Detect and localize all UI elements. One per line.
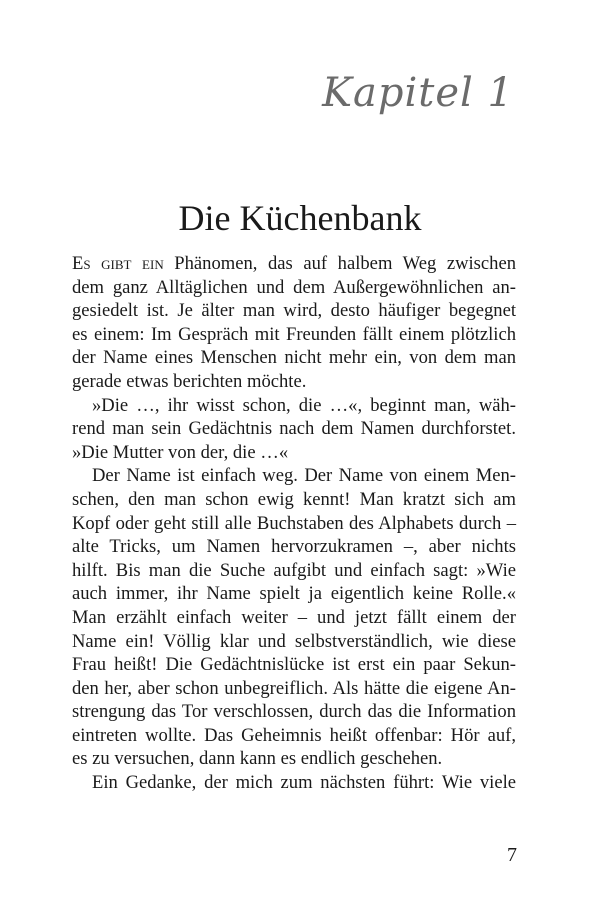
- text-line: Frau heißt! Die Gedächtnislücke ist erst ein paar Sekun-: [72, 654, 516, 676]
- text-line: »Die Mutter von der, die …«: [72, 441, 289, 463]
- text-line: Ein Gedanke, der mich zum nächsten führt: Wie viele: [92, 772, 516, 794]
- body-text: [72, 252, 516, 795]
- text-line: hilft. Bis man die Suche aufgibt und einfach sagt: »Wie: [72, 559, 516, 581]
- text-line: Man erzählt einfach weiter – und jetzt fällt einem der: [72, 606, 516, 628]
- text-line: gerade etwas berichten möchte.: [72, 370, 307, 392]
- text-line-rest: Phänomen, das auf halbem Weg zwischen: [163, 253, 516, 274]
- text-line: strengung das Tor verschlossen, durch das die Information: [72, 701, 516, 723]
- text-line: es zu versuchen, dann kann es endlich geschehen.: [72, 748, 443, 770]
- text-line: eintreten wollte. Das Geheimnis heißt offenbar: Hör auf,: [72, 724, 516, 746]
- text-line: Kopf oder geht still alle Buchstaben des Alphabets durch –: [72, 512, 516, 534]
- text-line: den her, aber schon unbegreiflich. Als hätte die eigene An-: [72, 677, 516, 699]
- chapter-title: Die Küchenbank: [178, 198, 422, 238]
- text-line: dem ganz Alltäglichen und dem Außergewöhnlichen an-: [72, 276, 516, 298]
- text-line: Name ein! Völlig klar und selbstverständlich, wie diese: [72, 630, 516, 652]
- text-line: auch immer, ihr Name spielt ja eigentlich keine Rolle.«: [72, 583, 516, 605]
- text-line: Der Name ist einfach weg. Der Name von einem Men-: [92, 465, 516, 487]
- chapter-label: Kapitel 1: [322, 70, 514, 116]
- text-line: schen, den man schon ewig kennt! Man kratzt sich am: [72, 488, 516, 510]
- opening-smallcaps-words: Es gibt ein: [72, 253, 164, 274]
- text-line: der Name eines Menschen nicht mehr ein, von dem man: [72, 347, 516, 369]
- text-line: alte Tricks, um Namen hervorzukramen –, aber nichts: [72, 536, 516, 558]
- page-number: 7: [507, 844, 517, 866]
- text-line: es einem: Im Gespräch mit Freunden fällt einem plötzlich: [72, 323, 516, 345]
- text-line: rend man sein Gedächtnis nach dem Namen durchforstet.: [72, 418, 516, 440]
- text-line: »Die …, ihr wisst schon, die …«, beginnt man, wäh-: [92, 394, 516, 416]
- text-line: [72, 252, 516, 276]
- text-line: gesiedelt ist. Je älter man wird, desto häufiger begegnet: [72, 300, 516, 322]
